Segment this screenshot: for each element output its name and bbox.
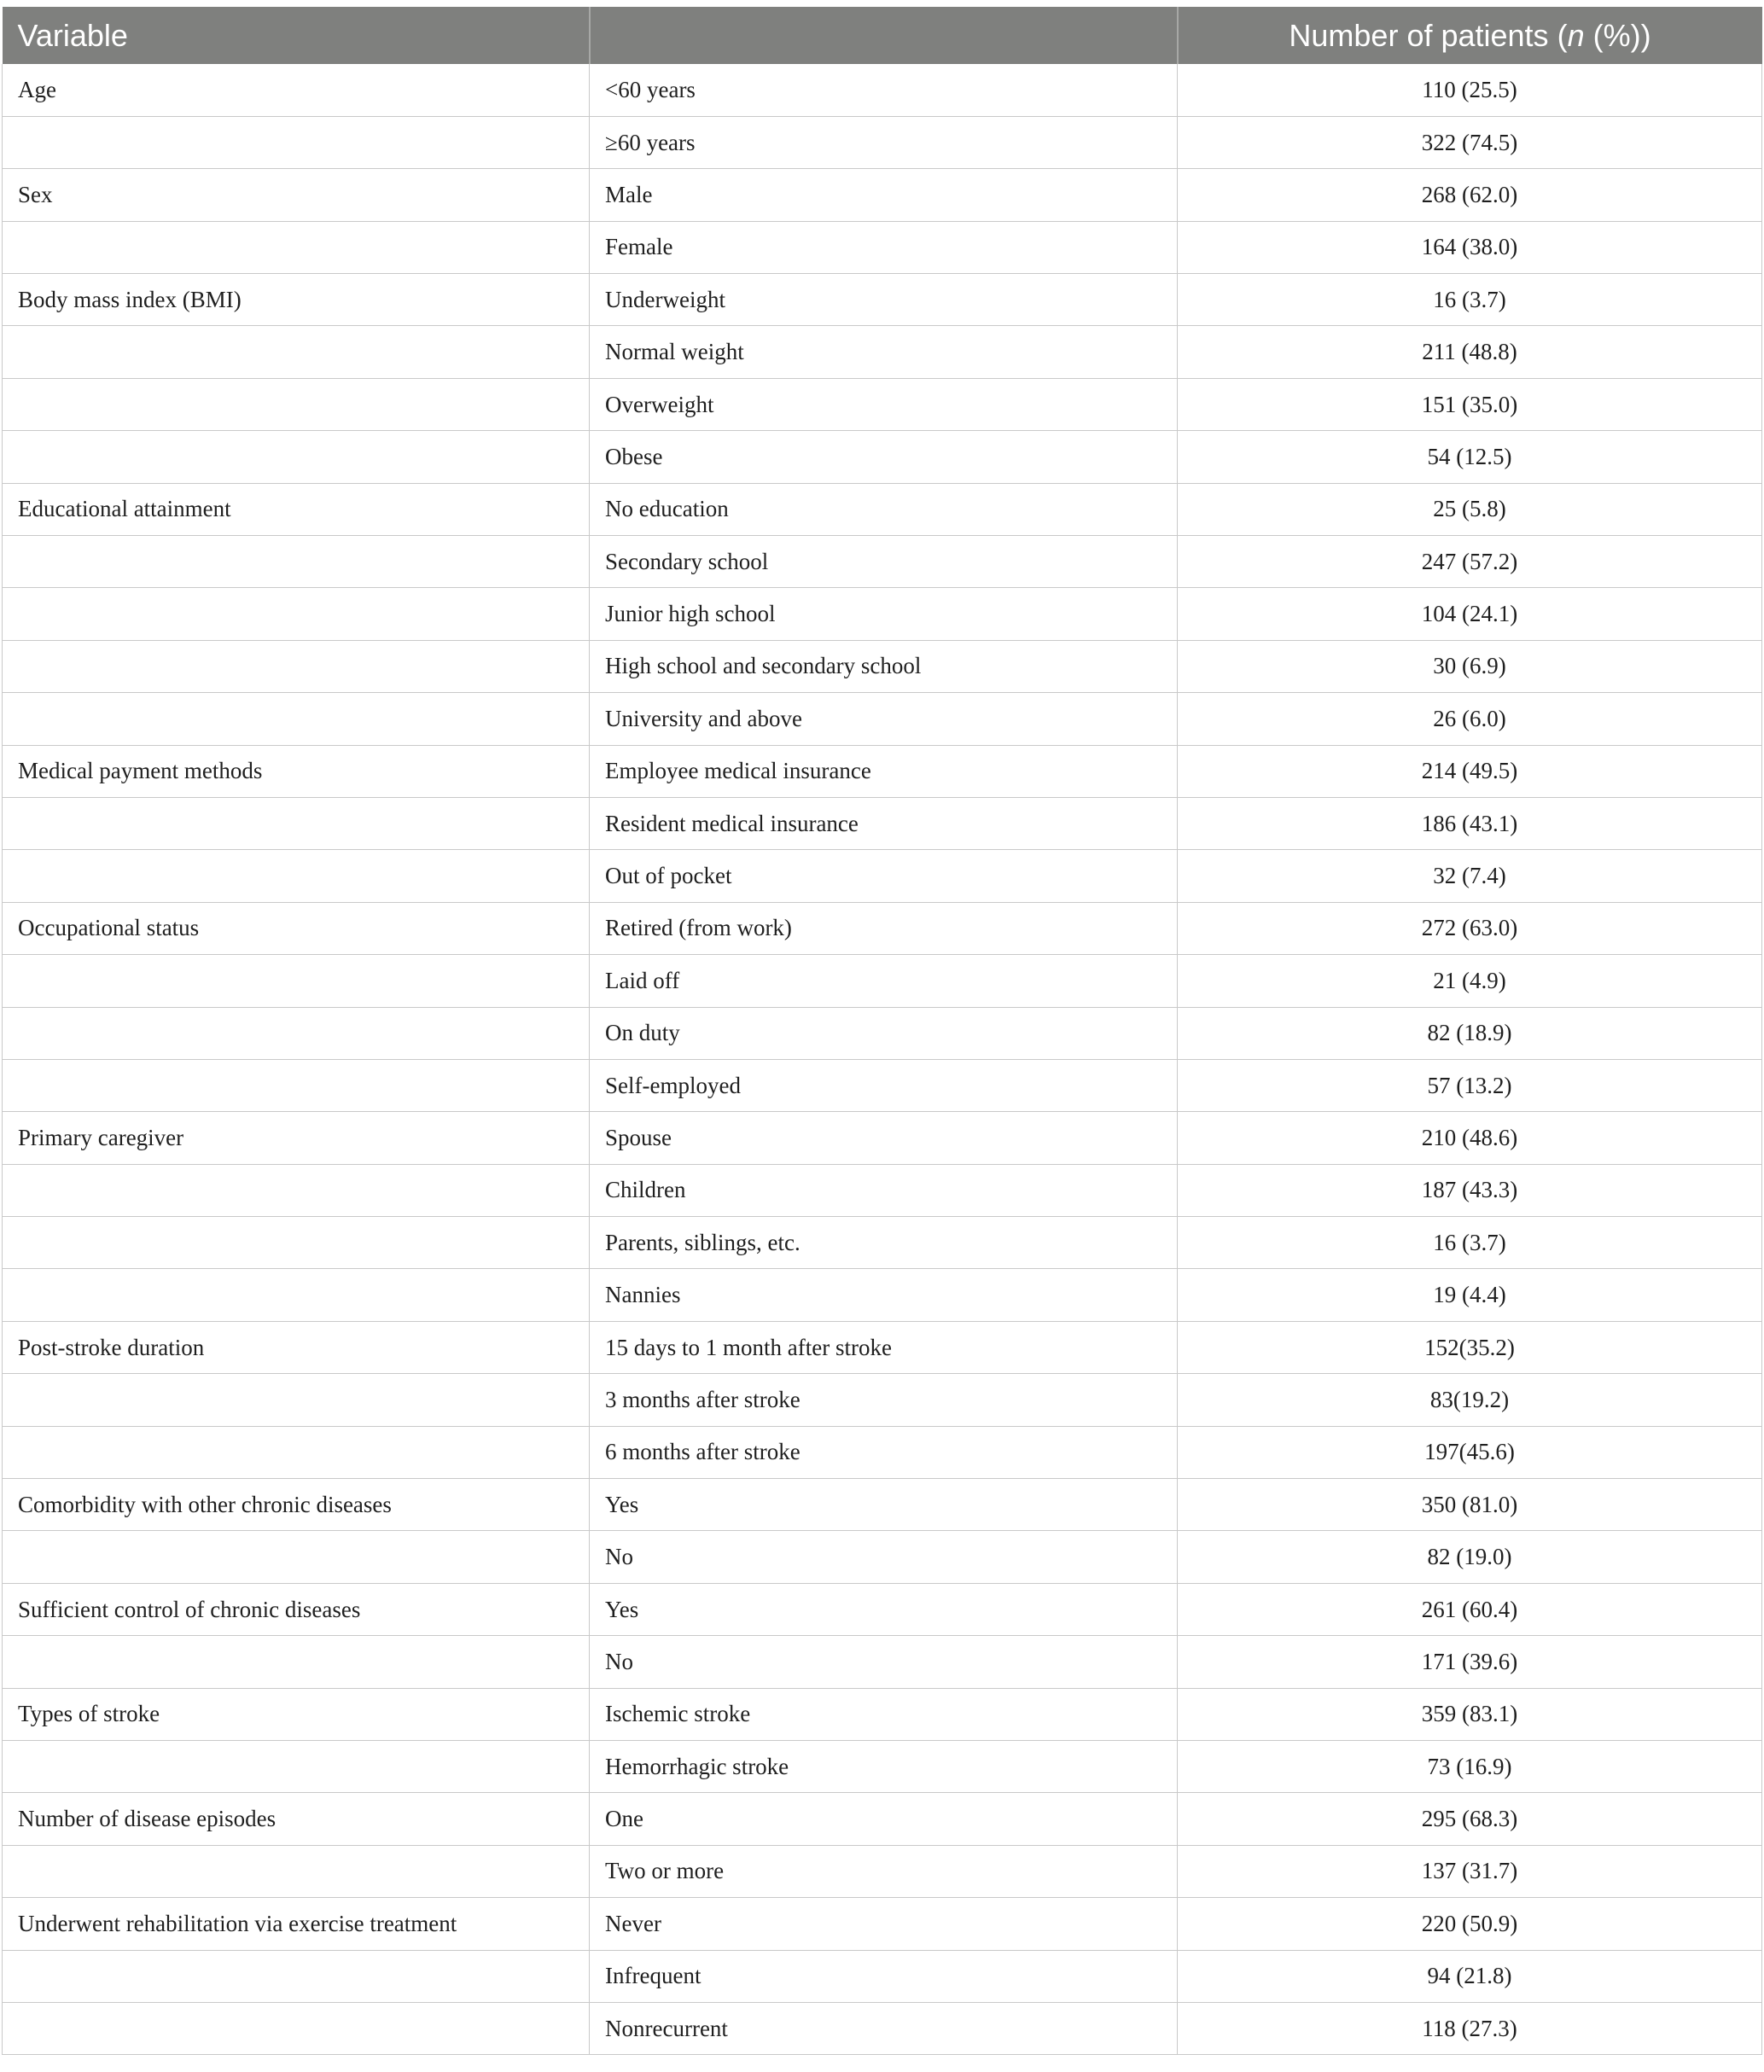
category-cell: ≥60 years: [590, 116, 1178, 168]
value-cell: 171 (39.6): [1178, 1636, 1762, 1688]
value-cell: 295 (68.3): [1178, 1793, 1762, 1845]
variable-cell: [3, 1741, 590, 1793]
category-cell: Nonrecurrent: [590, 2002, 1178, 2054]
variable-cell: [3, 850, 590, 902]
category-cell: Parents, siblings, etc.: [590, 1217, 1178, 1269]
category-cell: Spouse: [590, 1112, 1178, 1164]
category-cell: Hemorrhagic stroke: [590, 1741, 1178, 1793]
header-number-of-patients: [1178, 7, 1762, 64]
table-row: [3, 693, 1762, 745]
variable-cell: [3, 1269, 590, 1321]
table-row: [3, 1007, 1762, 1059]
table-row: [3, 1059, 1762, 1111]
table-row: [3, 1112, 1762, 1164]
variable-cell: Post-stroke duration: [3, 1321, 590, 1373]
value-cell: 32 (7.4): [1178, 850, 1762, 902]
table-row: [3, 1636, 1762, 1688]
category-cell: Junior high school: [590, 588, 1178, 640]
table-row: [3, 640, 1762, 692]
variable-cell: [3, 221, 590, 273]
variable-cell: [3, 955, 590, 1007]
variable-cell: [3, 640, 590, 692]
table-row: [3, 1374, 1762, 1426]
category-cell: Employee medical insurance: [590, 745, 1178, 797]
category-cell: Self-employed: [590, 1059, 1178, 1111]
variable-cell: Occupational status: [3, 902, 590, 954]
category-cell: Ischemic stroke: [590, 1688, 1178, 1740]
value-cell: 26 (6.0): [1178, 693, 1762, 745]
variable-cell: [3, 1426, 590, 1478]
table-row: [3, 850, 1762, 902]
table-row: [3, 64, 1762, 116]
table-row: [3, 116, 1762, 168]
category-cell: Secondary school: [590, 536, 1178, 588]
variable-cell: Underwent rehabilitation via exercise treatment: [3, 1898, 590, 1950]
value-cell: 82 (19.0): [1178, 1531, 1762, 1583]
value-cell: 261 (60.4): [1178, 1583, 1762, 1635]
category-cell: <60 years: [590, 64, 1178, 116]
table-row: [3, 1479, 1762, 1531]
category-cell: Male: [590, 169, 1178, 221]
category-cell: Normal weight: [590, 326, 1178, 378]
table-row: [3, 797, 1762, 849]
category-cell: One: [590, 1793, 1178, 1845]
variable-cell: [3, 1164, 590, 1216]
table-row: [3, 1898, 1762, 1950]
category-cell: Underweight: [590, 274, 1178, 326]
category-cell: Yes: [590, 1479, 1178, 1531]
category-cell: Infrequent: [590, 1950, 1178, 2002]
value-cell: 21 (4.9): [1178, 955, 1762, 1007]
value-cell: 104 (24.1): [1178, 588, 1762, 640]
variable-cell: [3, 1845, 590, 1897]
value-cell: 25 (5.8): [1178, 483, 1762, 535]
value-cell: 220 (50.9): [1178, 1898, 1762, 1950]
variable-cell: [3, 588, 590, 640]
value-cell: 82 (18.9): [1178, 1007, 1762, 1059]
value-cell: 322 (74.5): [1178, 116, 1762, 168]
category-cell: Laid off: [590, 955, 1178, 1007]
header-variable: Variable: [3, 7, 590, 64]
table-row: [3, 221, 1762, 273]
value-cell: 152(35.2): [1178, 1321, 1762, 1373]
variable-cell: Educational attainment: [3, 483, 590, 535]
category-cell: No: [590, 1531, 1178, 1583]
table-row: [3, 431, 1762, 483]
variable-cell: Age: [3, 64, 590, 116]
variable-cell: Primary caregiver: [3, 1112, 590, 1164]
table-row: [3, 1950, 1762, 2002]
category-cell: Nannies: [590, 1269, 1178, 1321]
category-cell: Two or more: [590, 1845, 1178, 1897]
value-cell: 19 (4.4): [1178, 1269, 1762, 1321]
variable-cell: [3, 1636, 590, 1688]
table-header-row: [3, 7, 1762, 64]
table-row: [3, 326, 1762, 378]
table-row: [3, 588, 1762, 640]
variable-cell: Number of disease episodes: [3, 1793, 590, 1845]
table-row: [3, 745, 1762, 797]
table-row: [3, 1845, 1762, 1897]
category-cell: Retired (from work): [590, 902, 1178, 954]
value-cell: 197(45.6): [1178, 1426, 1762, 1478]
category-cell: High school and secondary school: [590, 640, 1178, 692]
category-cell: Children: [590, 1164, 1178, 1216]
value-cell: 54 (12.5): [1178, 431, 1762, 483]
category-cell: No: [590, 1636, 1178, 1688]
table-row: [3, 2002, 1762, 2054]
value-cell: 359 (83.1): [1178, 1688, 1762, 1740]
value-cell: 83(19.2): [1178, 1374, 1762, 1426]
variable-cell: [3, 1374, 590, 1426]
value-cell: 137 (31.7): [1178, 1845, 1762, 1897]
value-cell: 16 (3.7): [1178, 1217, 1762, 1269]
category-cell: 15 days to 1 month after stroke: [590, 1321, 1178, 1373]
category-cell: No education: [590, 483, 1178, 535]
table-row: [3, 1583, 1762, 1635]
category-cell: Obese: [590, 431, 1178, 483]
table-row: [3, 1217, 1762, 1269]
value-cell: 210 (48.6): [1178, 1112, 1762, 1164]
value-cell: 118 (27.3): [1178, 2002, 1762, 2054]
value-cell: 187 (43.3): [1178, 1164, 1762, 1216]
variable-cell: [3, 797, 590, 849]
variable-cell: [3, 1950, 590, 2002]
category-cell: Resident medical insurance: [590, 797, 1178, 849]
value-cell: 268 (62.0): [1178, 169, 1762, 221]
table-row: [3, 1531, 1762, 1583]
table-body: [3, 64, 1762, 2055]
category-cell: Out of pocket: [590, 850, 1178, 902]
value-cell: 211 (48.8): [1178, 326, 1762, 378]
value-cell: 110 (25.5): [1178, 64, 1762, 116]
value-cell: 94 (21.8): [1178, 1950, 1762, 2002]
category-cell: Never: [590, 1898, 1178, 1950]
header-text-pre: Number of patients (: [1289, 17, 1568, 53]
table-row: [3, 1741, 1762, 1793]
table-row: [3, 1426, 1762, 1478]
table-row: [3, 1269, 1762, 1321]
category-cell: Female: [590, 221, 1178, 273]
variable-cell: Sufficient control of chronic diseases: [3, 1583, 590, 1635]
header-text-post: (%)): [1584, 17, 1651, 53]
category-cell: Overweight: [590, 378, 1178, 430]
value-cell: 73 (16.9): [1178, 1741, 1762, 1793]
table-row: [3, 1688, 1762, 1740]
value-cell: 16 (3.7): [1178, 274, 1762, 326]
value-cell: 30 (6.9): [1178, 640, 1762, 692]
category-cell: 6 months after stroke: [590, 1426, 1178, 1478]
value-cell: 57 (13.2): [1178, 1059, 1762, 1111]
variable-cell: Sex: [3, 169, 590, 221]
table-row: [3, 955, 1762, 1007]
variable-cell: [3, 378, 590, 430]
table-row: [3, 536, 1762, 588]
variable-cell: [3, 1217, 590, 1269]
variable-cell: [3, 1059, 590, 1111]
header-category: [590, 7, 1178, 64]
variable-cell: Body mass index (BMI): [3, 274, 590, 326]
category-cell: University and above: [590, 693, 1178, 745]
category-cell: 3 months after stroke: [590, 1374, 1178, 1426]
variable-cell: [3, 116, 590, 168]
table-row: [3, 274, 1762, 326]
table-row: [3, 169, 1762, 221]
table-row: [3, 1793, 1762, 1845]
variable-cell: Types of stroke: [3, 1688, 590, 1740]
variable-cell: [3, 1531, 590, 1583]
variable-cell: Comorbidity with other chronic diseases: [3, 1479, 590, 1531]
value-cell: 350 (81.0): [1178, 1479, 1762, 1531]
table-row: [3, 1164, 1762, 1216]
variable-cell: [3, 693, 590, 745]
table-row: [3, 378, 1762, 430]
value-cell: 186 (43.1): [1178, 797, 1762, 849]
table-row: [3, 483, 1762, 535]
header-text-italic: n: [1567, 17, 1585, 53]
value-cell: 164 (38.0): [1178, 221, 1762, 273]
value-cell: 214 (49.5): [1178, 745, 1762, 797]
variable-cell: Medical payment methods: [3, 745, 590, 797]
variable-cell: [3, 536, 590, 588]
table-row: [3, 902, 1762, 954]
value-cell: 151 (35.0): [1178, 378, 1762, 430]
value-cell: 272 (63.0): [1178, 902, 1762, 954]
variable-cell: [3, 326, 590, 378]
variable-cell: [3, 431, 590, 483]
variable-cell: [3, 1007, 590, 1059]
category-cell: On duty: [590, 1007, 1178, 1059]
value-cell: 247 (57.2): [1178, 536, 1762, 588]
category-cell: Yes: [590, 1583, 1178, 1635]
table-row: [3, 1321, 1762, 1373]
variable-cell: [3, 2002, 590, 2054]
patient-characteristics-table: [2, 7, 1762, 2055]
